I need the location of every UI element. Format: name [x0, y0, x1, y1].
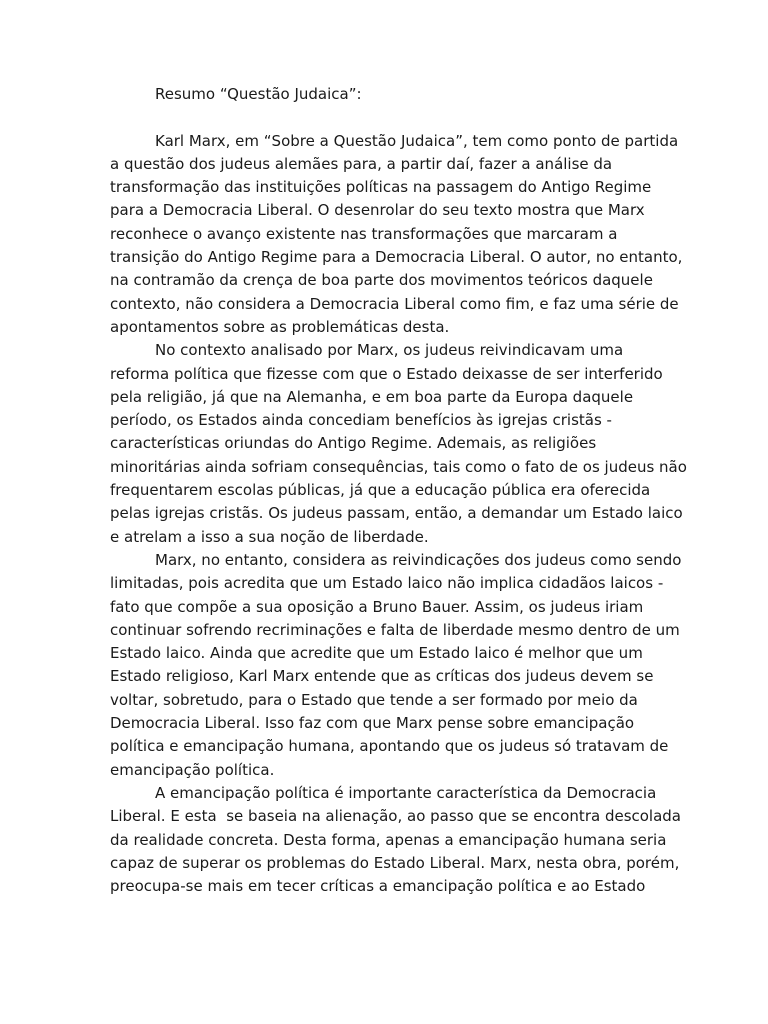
text-line: No contexto analisado por Marx, os judeus reivindicavam uma — [155, 341, 624, 360]
text-line: emancipação política. — [110, 760, 275, 779]
text-line: a questão dos judeus alemães para, a partir daí, fazer a análise da — [110, 154, 613, 173]
text-line: continuar sofrendo recriminações e falta de liberdade mesmo dentro de um — [110, 620, 680, 639]
text-line: período, os Estados ainda concediam benefícios às igrejas cristãs - — [110, 411, 612, 430]
text-line: transformação das instituições políticas na passagem do Antigo Regime — [110, 178, 652, 197]
text-line: Karl Marx, em “Sobre a Questão Judaica”, tem como ponto de partida — [155, 131, 679, 150]
text-line: voltar, sobretudo, para o Estado que tende a ser formado por meio da — [110, 690, 638, 709]
text-line: pela religião, já que na Alemanha, e em boa parte da Europa daquele — [110, 387, 634, 406]
text-line: Marx, no entanto, considera as reivindicações dos judeus como sendo — [155, 550, 682, 569]
text-line: Democracia Liberal. Isso faz com que Marx pense sobre emancipação — [110, 714, 635, 733]
text-line: características oriundas do Antigo Regime. Ademais, as religiões — [110, 434, 597, 453]
paragraph-3 — [110, 549, 682, 782]
text-line: da realidade concreta. Desta forma, apenas a emancipação humana seria — [110, 830, 667, 849]
text-line: Estado laico. Ainda que acredite que um Estado laico é melhor que um — [110, 644, 643, 663]
text-line: A emancipação política é importante característica da Democracia — [155, 783, 657, 802]
blank-line — [110, 106, 670, 129]
text-line: pelas igrejas cristãs. Os judeus passam, então, a demandar um Estado laico — [110, 504, 683, 523]
text-line: reforma política que fizesse com que o Estado deixasse de ser interferido — [110, 364, 663, 383]
text-line: fato que compõe a sua oposição a Bruno Bauer. Assim, os judeus iriam — [110, 597, 644, 616]
text-line: apontamentos sobre as problemáticas desta. — [110, 317, 450, 336]
text-line: Liberal. E esta se baseia na alienação, ao passo que se encontra descolada — [110, 807, 682, 826]
document-title: Resumo “Questão Judaica”: — [155, 85, 362, 103]
text-line: política e emancipação humana, apontando que os judeus só tratavam de — [110, 737, 669, 756]
text-line: na contramão da crença de boa parte dos movimentos teóricos daquele — [110, 271, 653, 290]
text-line: contexto, não considera a Democracia Liberal como fim, e faz uma série de — [110, 294, 679, 313]
text-line: frequentarem escolas públicas, já que a educação pública era oferecida — [110, 481, 651, 500]
text-line: capaz de superar os problemas do Estado Liberal. Marx, nesta obra, porém, — [110, 853, 680, 872]
text-line: e atrelam a isso a sua noção de liberdade. — [110, 527, 429, 546]
text-line: limitadas, pois acredita que um Estado laico não implica cidadãos laicos - — [110, 574, 664, 593]
text-line: transição do Antigo Regime para a Democracia Liberal. O autor, no entanto, — [110, 248, 683, 267]
document-body — [110, 83, 687, 898]
paragraph-4 — [110, 782, 682, 898]
text-line: reconhece o avanço existente nas transformações que marcaram a — [110, 224, 618, 243]
text-line: Estado religioso, Karl Marx entende que as críticas dos judeus devem se — [110, 667, 654, 686]
paragraph-1 — [110, 130, 683, 340]
text-line: preocupa-se mais em tecer críticas a emancipação política e ao Estado — [110, 877, 646, 896]
text-line: minoritárias ainda sofriam consequências, tais como o fato de os judeus não — [110, 457, 687, 476]
text-line: para a Democracia Liberal. O desenrolar do seu texto mostra que Marx — [110, 201, 645, 220]
paragraph-2 — [110, 339, 687, 549]
